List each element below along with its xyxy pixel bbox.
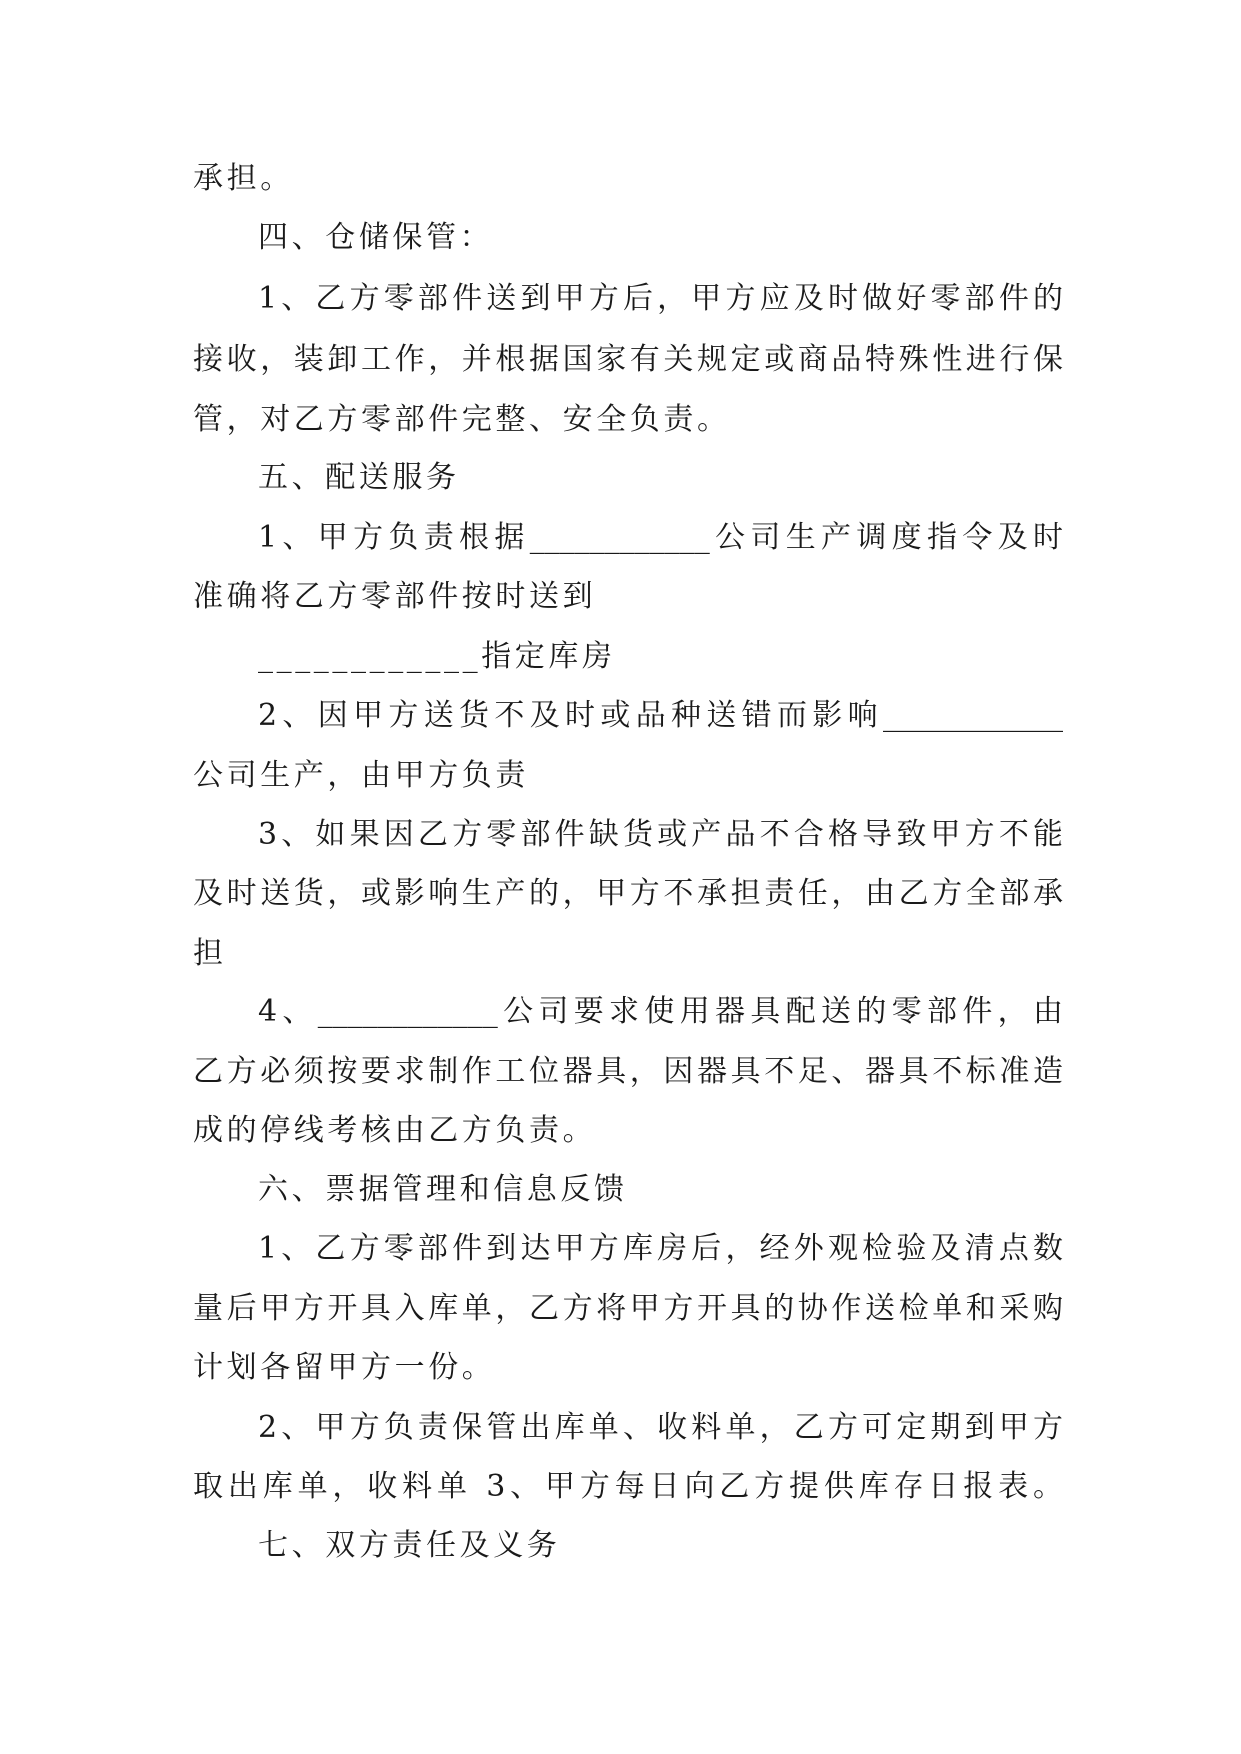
text-line: 成的停线考核由乙方负责。 — [193, 1113, 597, 1148]
text-line: 1、乙方零部件到达甲方库房后，经外观检验及清点数 — [258, 1231, 1063, 1266]
section-heading: 五、配送服务 — [258, 460, 460, 495]
text-line: 2、甲方负责保管出库单、收料单，乙方可定期到甲方 — [258, 1410, 1063, 1445]
text-line: 1、乙方零部件送到甲方后，甲方应及时做好零部件的 — [258, 281, 1063, 316]
text-line: 2、因甲方送货不及时或品种送错而影响____________ — [258, 698, 1063, 733]
text-line: 担 — [193, 936, 227, 971]
text-line: 量后甲方开具入库单，乙方将甲方开具的协作送检单和采购 — [193, 1291, 1063, 1326]
text-line: 接收，装卸工作，并根据国家有关规定或商品特殊性进行保 — [193, 342, 1063, 377]
text-line: 1、甲方负责根据____________公司生产调度指令及时 — [258, 520, 1063, 555]
section-heading: 六、票据管理和信息反馈 — [258, 1172, 628, 1207]
text-line: 准确将乙方零部件按时送到 — [193, 579, 597, 614]
text-line: 乙方必须按要求制作工位器具，因器具不足、器具不标准造 — [193, 1054, 1063, 1089]
text-line: 4、____________公司要求使用器具配送的零部件，由 — [258, 994, 1063, 1029]
text-line: 取出库单，收料单 3、甲方每日向乙方提供库存日报表。 — [193, 1469, 1063, 1504]
section-heading: 四、仓储保管： — [258, 220, 494, 255]
section-heading: 七、双方责任及义务 — [258, 1528, 561, 1563]
text-line: 3、如果因乙方零部件缺货或产品不合格导致甲方不能 — [258, 817, 1063, 852]
text-line: 计划各留甲方一份。 — [193, 1350, 496, 1385]
text-line: 公司生产，由甲方负责 — [193, 758, 529, 793]
text-line: 管，对乙方零部件完整、安全负责。 — [193, 402, 731, 437]
text-line: ____________指定库房 — [258, 639, 616, 674]
text-line: 承担。 — [193, 161, 294, 196]
text-line: 及时送货，或影响生产的，甲方不承担责任，由乙方全部承 — [193, 876, 1063, 911]
